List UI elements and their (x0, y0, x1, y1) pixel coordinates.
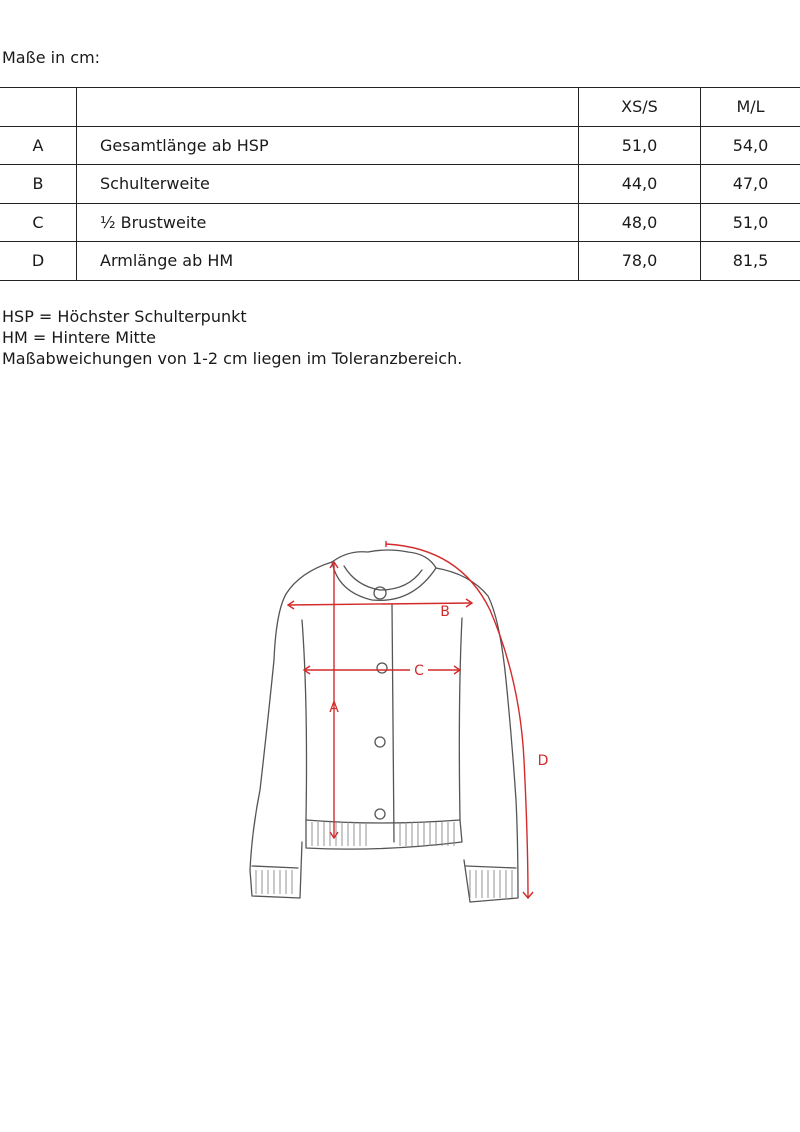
row-label: Gesamtlänge ab HSP (77, 126, 579, 165)
row-value-xs-s: 48,0 (579, 203, 701, 242)
size-table (0, 87, 800, 281)
notes (2, 306, 462, 369)
marker-d: D (537, 753, 549, 769)
row-value-xs-s: 51,0 (579, 126, 701, 165)
row-label: ½ Brustweite (77, 203, 579, 242)
row-value-m-l: 54,0 (701, 126, 800, 165)
row-value-m-l: 51,0 (701, 203, 800, 242)
note-hm: HM = Hintere Mitte (2, 328, 156, 347)
marker-b: B (440, 604, 450, 620)
row-label: Schulterweite (77, 165, 579, 204)
row-code: D (0, 242, 77, 281)
table-row (0, 242, 800, 281)
row-value-xs-s: 44,0 (579, 165, 701, 204)
marker-c: C (414, 663, 424, 679)
table-header-row (0, 88, 800, 127)
marker-a: A (329, 700, 339, 716)
header-cell-m-l: M/L (701, 88, 800, 127)
row-code: A (0, 126, 77, 165)
note-hsp: HSP = Höchster Schulterpunkt (2, 307, 247, 326)
header-cell-label (77, 88, 579, 127)
cardigan-illustration (240, 530, 560, 910)
row-code: C (0, 203, 77, 242)
table-row (0, 203, 800, 242)
row-value-xs-s: 78,0 (579, 242, 701, 281)
note-tolerance: Maßabweichungen von 1-2 cm liegen im Toleranzbereich. (2, 349, 463, 368)
row-value-m-l: 47,0 (701, 165, 800, 204)
row-value-m-l: 81,5 (701, 242, 800, 281)
row-label: Armlänge ab HM (77, 242, 579, 281)
header-cell-xs-s: XS/S (579, 88, 701, 127)
row-code: B (0, 165, 77, 204)
page-title: Maße in cm: (2, 48, 101, 67)
table-row (0, 165, 800, 204)
table-row (0, 126, 800, 165)
header-cell-code (0, 88, 77, 127)
